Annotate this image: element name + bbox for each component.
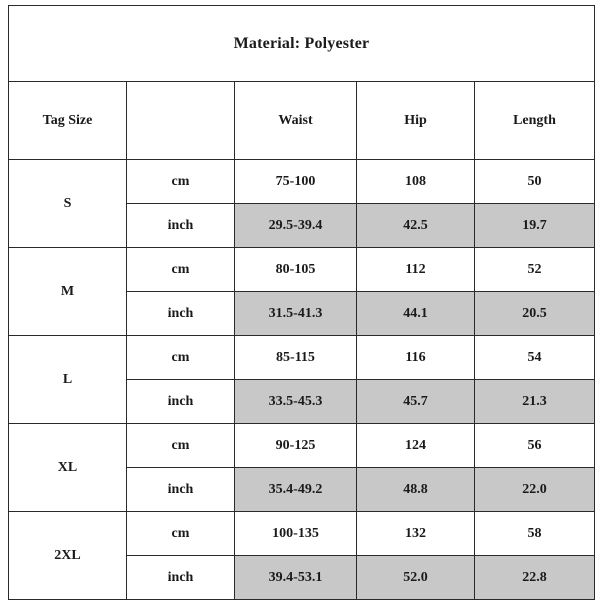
unit-cell: cm: [127, 512, 235, 556]
hip-cell: 44.1: [357, 292, 475, 336]
waist-cell: 100-135: [235, 512, 357, 556]
length-cell: 56: [475, 424, 595, 468]
table-row: [9, 512, 595, 556]
unit-cell: inch: [127, 468, 235, 512]
hip-cell: 124: [357, 424, 475, 468]
unit-cell: inch: [127, 292, 235, 336]
header-waist: Waist: [235, 82, 357, 160]
unit-cell: cm: [127, 336, 235, 380]
length-cell: 20.5: [475, 292, 595, 336]
waist-cell: 75-100: [235, 160, 357, 204]
length-cell: 58: [475, 512, 595, 556]
table-row: [9, 160, 595, 204]
table-row: [9, 248, 595, 292]
hip-cell: 45.7: [357, 380, 475, 424]
tag-size-cell: 2XL: [9, 512, 127, 600]
header-length: Length: [475, 82, 595, 160]
hip-cell: 42.5: [357, 204, 475, 248]
waist-cell: 33.5-45.3: [235, 380, 357, 424]
length-cell: 50: [475, 160, 595, 204]
hip-cell: 116: [357, 336, 475, 380]
table-row: [9, 424, 595, 468]
unit-cell: cm: [127, 248, 235, 292]
unit-cell: cm: [127, 424, 235, 468]
waist-cell: 29.5-39.4: [235, 204, 357, 248]
unit-cell: inch: [127, 556, 235, 600]
waist-cell: 85-115: [235, 336, 357, 380]
size-chart-table: [8, 5, 595, 600]
title-row: [9, 6, 595, 82]
length-cell: 22.8: [475, 556, 595, 600]
hip-cell: 48.8: [357, 468, 475, 512]
length-cell: 22.0: [475, 468, 595, 512]
tag-size-cell: L: [9, 336, 127, 424]
tag-size-cell: XL: [9, 424, 127, 512]
length-cell: 19.7: [475, 204, 595, 248]
table-row: [9, 336, 595, 380]
unit-cell: cm: [127, 160, 235, 204]
length-cell: 52: [475, 248, 595, 292]
waist-cell: 31.5-41.3: [235, 292, 357, 336]
hip-cell: 132: [357, 512, 475, 556]
tag-size-cell: S: [9, 160, 127, 248]
hip-cell: 112: [357, 248, 475, 292]
header-row: [9, 82, 595, 160]
tag-size-cell: M: [9, 248, 127, 336]
length-cell: 54: [475, 336, 595, 380]
length-cell: 21.3: [475, 380, 595, 424]
unit-cell: inch: [127, 204, 235, 248]
waist-cell: 39.4-53.1: [235, 556, 357, 600]
hip-cell: 52.0: [357, 556, 475, 600]
header-hip: Hip: [357, 82, 475, 160]
waist-cell: 80-105: [235, 248, 357, 292]
header-tag-size: Tag Size: [9, 82, 127, 160]
waist-cell: 90-125: [235, 424, 357, 468]
unit-cell: inch: [127, 380, 235, 424]
hip-cell: 108: [357, 160, 475, 204]
material-title: Material: Polyester: [9, 6, 595, 82]
waist-cell: 35.4-49.2: [235, 468, 357, 512]
header-unit: [127, 82, 235, 160]
